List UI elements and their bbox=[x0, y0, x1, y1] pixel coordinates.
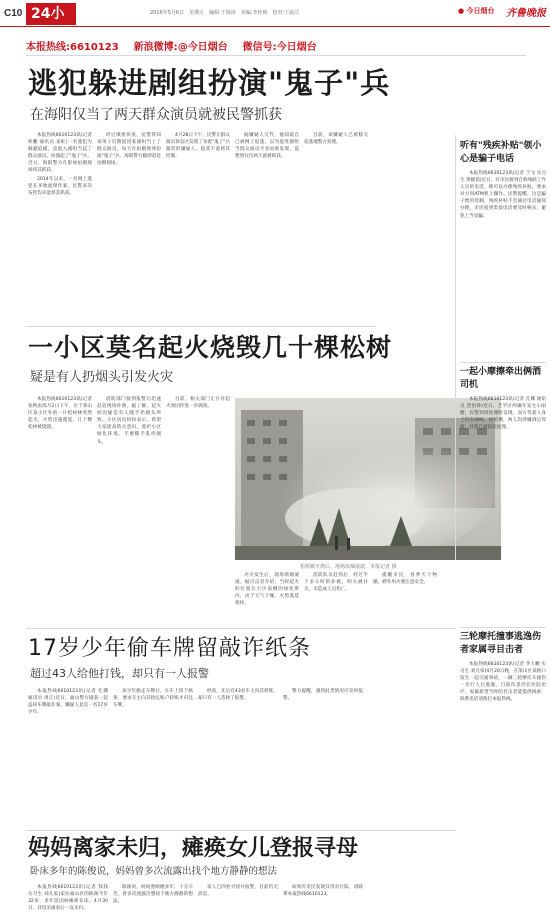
story1-subhead: 在海阳仅当了两天群众演员就被民警抓获 bbox=[30, 107, 282, 123]
section-title: 24小时 bbox=[31, 6, 65, 44]
story3-headline: 17岁少年偷车牌留敲诈纸条 bbox=[28, 636, 311, 661]
story3-column-1 bbox=[28, 688, 108, 826]
story1-paragraph: 经过缜密侦查，民警得知该男子近期混进某剧组当上了群众演员，每天在拍摄现场扮演"鬼子"兵。海阳警方随即赶赴拍摄现场。 bbox=[97, 133, 161, 167]
story1-headline: 逃犯躲进剧组扮演"鬼子"兵 bbox=[28, 66, 391, 100]
section-divider bbox=[26, 628, 456, 629]
story2-column-5 bbox=[304, 572, 368, 622]
sidebar-rule bbox=[460, 362, 546, 363]
story4-column-1 bbox=[28, 884, 108, 922]
sidebar1-headline: 听有"残疾补贴"领小心是骗子电话 bbox=[460, 141, 542, 164]
story1-paragraph: 据嫌疑人交代，他知道自己被网上追逃，以为混进剧组当群众演员不容易被发现，没想到仅仅两天就被抓获。 bbox=[235, 133, 299, 160]
story3-subhead: 超过43人给他打钱，却只有一人报警 bbox=[30, 667, 209, 680]
story1-paragraph: 2014年以来，一名网上逃犯在多地流窜作案，民警多次布控均未能将其抓获。 bbox=[28, 176, 92, 196]
story2-subhead: 疑是有人扔烟头引发火灾 bbox=[30, 370, 174, 385]
sidebar3-paragraph: 本报热线6610123讯(记者 李大鹏 实习生 刘凡家)4月20日晚，在莱山区某路口发生一起交通事故，一辆三轮摩托车撞伤一名行人后逃逸。目前伤者仍在医院治疗，家属希望当时的目击者能提供线索，联系电话请拨打本报热线。 bbox=[460, 662, 546, 703]
hotline-label: 本报热线: bbox=[26, 42, 70, 53]
story2-column-3 bbox=[166, 396, 230, 622]
hotline-number: 6610123 bbox=[70, 42, 119, 53]
story1-paragraph: 目前，该嫌疑人已被移交追逃地警方处理。 bbox=[304, 133, 368, 146]
brand-mark bbox=[458, 6, 495, 16]
page-number: C10 bbox=[4, 8, 23, 19]
story1-column-3 bbox=[166, 132, 230, 302]
story2-column-4 bbox=[235, 572, 299, 622]
sidebar2-body bbox=[460, 396, 546, 622]
story2-paragraph: 提醒市民，春季天干物燥，野外用火要注意安全。 bbox=[373, 573, 437, 586]
story3-column-4 bbox=[283, 688, 363, 826]
story3-column-2 bbox=[113, 688, 193, 826]
story4-column-3 bbox=[198, 884, 278, 922]
section-tab bbox=[26, 3, 76, 44]
date-info: 2016年5月6日 星期五 编辑:于海涛 美编:李桂梅 校对:于晨洁 bbox=[150, 10, 300, 16]
wechat-id: 今日烟台 bbox=[276, 42, 317, 53]
story4-subhead: 卧床多年的陈俊说，妈妈曾多次流露出找个地方静静的想法 bbox=[30, 866, 278, 877]
story1-paragraph: 4月28日下午，民警在群众演员休息区发现了身着"鬼子"兵服装的嫌疑人，趁其不备将其控制。 bbox=[166, 133, 230, 160]
masthead bbox=[0, 0, 550, 44]
story2-column-2 bbox=[97, 396, 161, 622]
brand-name: 今日烟台 bbox=[466, 7, 495, 15]
story1-paragraph: 本报热线6610123讯(记者 侯鹏 通讯员 姜虹)一名逃犯为躲避追捕，竟混入剧组当起了群众演员，扮演起了"鬼子"兵。近日，海阳警方在影视拍摄现场将其抓获。 bbox=[28, 133, 92, 174]
sidebar2-headline: 一起小摩擦牵出俩酒司机 bbox=[460, 367, 542, 390]
story1-column-1 bbox=[28, 132, 92, 302]
story4-paragraph: 如果有市民发现其母亲行踪，请联系本报热线6610123。 bbox=[283, 885, 363, 898]
weibo-label: 新浪微博: bbox=[133, 42, 178, 53]
story1-column-2 bbox=[97, 132, 161, 302]
story2-paragraph: 消防队员赶到后，经过半个多小时的扑救，明火被扑灭，未造成人员伤亡。 bbox=[304, 573, 368, 593]
story3-paragraph: 该少年偷走车牌后，在车上留下纸条，要求车主向其指定账户转账才归还车牌。 bbox=[113, 689, 193, 709]
contact-bar bbox=[26, 38, 526, 52]
story4-paragraph: 陈俊说，妈妈照顾她多年，十分辛苦，曾多次流露出想找个地方静静的想法。 bbox=[113, 885, 193, 905]
story2-paragraph: 火灾发生后，现场浓烟滚滚。据目击者介绍，当时起火的位置在小区南侧的绿化带内，由于天气干燥，火势蔓延很快。 bbox=[235, 573, 299, 607]
contact-rule bbox=[26, 55, 526, 56]
masthead-rule bbox=[0, 26, 550, 27]
weibo-handle: @今日烟台 bbox=[177, 42, 228, 53]
wechat-label: 微信号: bbox=[242, 42, 277, 53]
story3-paragraph: 本报热线6610123讯(记者 孔娜 通讯员 周正)近日，福山警方破获一起盗窃车牌敲诈案，嫌疑人竟是一名17岁少年。 bbox=[28, 689, 108, 716]
story2-headline: 一小区莫名起火烧毁几十棵松树 bbox=[28, 333, 393, 362]
story4-paragraph: 本报热线6610123讯(记者 钱钱 实习生 刘凡家)家住福山区的陈俊今年32岁，多年前因病瘫痪在床。4月30日，其母亲离家后一直未归。 bbox=[28, 885, 108, 912]
story3-paragraph: 警方提醒，遇到此类情况应及时报警。 bbox=[283, 689, 363, 702]
story1-column-5 bbox=[304, 132, 368, 302]
story3-paragraph: 经查，先后有43名车主向其转账，却只有一人选择了报警。 bbox=[198, 689, 278, 702]
sidebar1-body bbox=[460, 170, 546, 358]
story4-paragraph: 家人已四处寻找并报警，目前仍无消息。 bbox=[198, 885, 278, 898]
sun-icon: ● bbox=[458, 7, 465, 15]
story4-headline: 妈妈离家未归，瘫痪女儿登报寻母 bbox=[28, 836, 359, 861]
story1-column-4 bbox=[235, 132, 299, 302]
story2-column-6 bbox=[373, 572, 437, 622]
section-divider bbox=[26, 830, 456, 831]
sidebar-divider bbox=[455, 135, 456, 560]
story4-column-4 bbox=[283, 884, 363, 922]
newspaper-logo: 齐鲁晚报 bbox=[506, 8, 546, 19]
story2-paragraph: 目前，相关部门正在对起火原因作进一步调查。 bbox=[166, 397, 230, 410]
story3-column-3 bbox=[198, 688, 278, 826]
sidebar1-paragraph: 本报热线6610123讯(记者 于飞 实习生 黄晓茹)近日，有市民接到自称残联工作人员的电话，称可以办理残疾补贴，要求对方到ATM机上操作。民警提醒，这是骗子惯用伎俩，残疾补贴不会通过电话通知办理，市民接到类似电话要及时核实，避免上当受骗。 bbox=[460, 171, 546, 219]
sidebar2-paragraph: 本报热线6610123讯(记者 孔娜 通讯员 贺治铮)近日，芝罘区两辆车发生小剐蹭，民警到场处理时发现，双方驾驶人身上均有酒味。经检测，两人均涉嫌酒后驾驶，目前已被依法处理。 bbox=[460, 397, 546, 431]
story2-column-1 bbox=[28, 396, 92, 622]
story4-column-2 bbox=[113, 884, 193, 922]
section-divider bbox=[26, 326, 376, 327]
sidebar-rule bbox=[460, 627, 546, 628]
story2-paragraph: 消防部门接到报警后迅速赶赴现场扑救。据了解，起火原因疑是有人随手扔烟头所致。小区居民纷纷表示，希望大家提高防火意识，爱护小区绿化环境，不要随手乱扔烟头。 bbox=[97, 397, 161, 445]
sidebar3-body bbox=[460, 661, 546, 919]
photo-caption: 松树被火烧后，现场浓烟滚滚。本报记者 摄 bbox=[300, 564, 397, 570]
story2-paragraph: 本报热线6610123讯(记者 张秋雨)5月2日下午，位于莱山区某小区外的一片松树林突然起火，火势迅速蔓延，几十棵松树被烧毁。 bbox=[28, 397, 92, 431]
sidebar3-headline: 三轮摩托撞事逃逸伤者家属寻目击者 bbox=[460, 632, 542, 655]
